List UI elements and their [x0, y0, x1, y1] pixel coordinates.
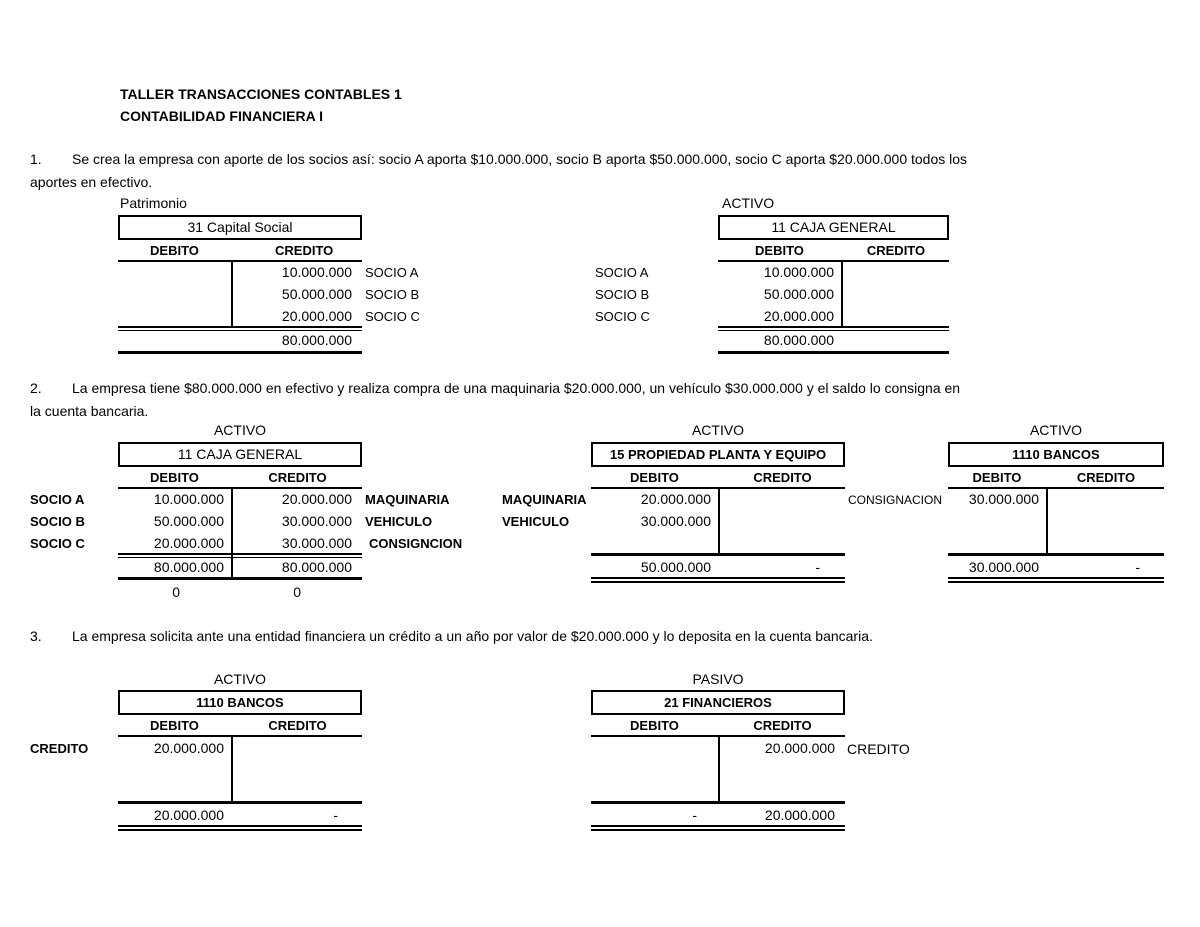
q1-right-debit-total: 80.000.000: [763, 332, 834, 348]
q3-bancos-divider: [231, 737, 233, 801]
q2-ppe-bottom-line: [591, 581, 845, 583]
q1-left-caption: Patrimonio: [120, 195, 187, 211]
q2-ppe-bottom-line: [591, 577, 845, 579]
q2-ppe-title: 15 PROPIEDAD PLANTA Y EQUIPO: [591, 442, 845, 467]
q2-ppe-debit-total: 50.000.000: [640, 559, 711, 575]
q2-text-line2: la cuenta bancaria.: [30, 403, 149, 419]
q3-financieros-credit-value: 20.000.000: [764, 740, 835, 756]
q2-ppe-credit-total: -: [815, 559, 820, 575]
q1-left-credit-value: 10.000.000: [281, 264, 352, 280]
q2-ppe-debit-header: DEBITO: [630, 470, 679, 485]
q1-right-total-line: [718, 330, 949, 331]
q2-caja-caption: ACTIVO: [213, 422, 267, 438]
q2-bancos-debit-label: CONSIGNACION: [848, 493, 943, 507]
q2-ppe-debit-label: VEHICULO: [502, 514, 570, 529]
q2-caja-credit-value: 30.000.000: [281, 535, 352, 551]
q2-bancos-bottom-line: [948, 581, 1164, 583]
q1-left-debit-header: DEBITO: [150, 243, 199, 258]
q3-bancos-caption: ACTIVO: [213, 671, 267, 687]
q2-bancos-bottom-line: [948, 577, 1164, 579]
document-subtitle: CONTABILIDAD FINANCIERA I: [120, 108, 323, 124]
q1-left-credit-total: 80.000.000: [281, 332, 352, 348]
q3-financieros-bottom-line: [591, 829, 845, 831]
q3-financieros-title: 21 FINANCIEROS: [591, 690, 845, 715]
q3-financieros-bottom-line: [591, 825, 845, 827]
q3-bancos-bottom-line: [118, 825, 362, 827]
q1-right-header-line: [718, 260, 949, 262]
q1-left-bottom-line: [118, 351, 362, 354]
q1-left-credit-value: 50.000.000: [281, 286, 352, 302]
q1-right-debit-value: 10.000.000: [763, 264, 834, 280]
q2-caja-credit-header: CREDITO: [268, 470, 327, 485]
q1-right-debit-label: SOCIO A: [595, 265, 649, 280]
q2-caja-header-line: [118, 487, 362, 489]
q1-right-caption: ACTIVO: [722, 195, 775, 211]
q2-caja-debit-label: SOCIO C: [30, 536, 85, 551]
q1-text-line2: aportes en efectivo.: [30, 174, 153, 190]
q3-bancos-debit-total: 20.000.000: [153, 807, 224, 823]
q2-ppe-credit-header: CREDITO: [753, 470, 812, 485]
q3-financieros-debit-total: -: [692, 807, 697, 823]
q2-caja-debit-value: 20.000.000: [153, 535, 224, 551]
q2-ppe-debit-value: 20.000.000: [640, 491, 711, 507]
q1-right-bottom-line: [718, 351, 949, 354]
q1-right-divider: [841, 262, 843, 326]
q2-bancos-debit-value: 30.000.000: [968, 491, 1039, 507]
q2-caja-total-line: [118, 553, 362, 555]
q2-caja-credit-label: VEHICULO: [365, 514, 433, 529]
q2-caja-title: 11 CAJA GENERAL: [118, 442, 362, 467]
q3-bancos-debit-label: CREDITO: [30, 741, 89, 756]
q2-bancos-header-line: [948, 487, 1164, 489]
q2-caja-credit-balance: 0: [293, 584, 301, 600]
q2-bancos-debit-total: 30.000.000: [968, 559, 1039, 575]
q3-bancos-credit-total: -: [333, 807, 338, 823]
q2-caja-total-line: [118, 557, 362, 558]
q2-caja-debit-balance: 0: [172, 584, 180, 600]
q1-number: 1.: [30, 151, 42, 167]
q1-left-credit-header: CREDITO: [275, 243, 334, 258]
q1-left-credit-value: 20.000.000: [281, 308, 352, 324]
q3-financieros-total-line: [591, 801, 845, 804]
q2-bancos-credit-total: -: [1135, 559, 1140, 575]
q3-bancos-title: 1110 BANCOS: [118, 690, 362, 715]
q1-left-credit-label: SOCIO A: [365, 265, 419, 280]
q2-bancos-debit-header: DEBITO: [972, 470, 1022, 485]
q1-right-debit-label: SOCIO C: [595, 309, 650, 324]
q2-bancos-caption: ACTIVO: [1029, 422, 1083, 438]
q3-number: 3.: [30, 628, 42, 644]
q2-ppe-debit-label: MAQUINARIA: [502, 492, 587, 507]
q1-left-credit-label: SOCIO B: [365, 287, 420, 302]
q2-bancos-total-line: [948, 553, 1164, 556]
q2-caja-bottom-line: [118, 577, 362, 580]
q3-bancos-debit-value: 20.000.000: [153, 740, 224, 756]
q2-caja-debit-total: 80.000.000: [153, 559, 224, 575]
q3-text-line1: La empresa solicita ante una entidad financiera un crédito a un año por valor de $20.000.000 y lo deposita en la cuenta bancaria.: [72, 628, 873, 644]
q3-financieros-credit-total: 20.000.000: [764, 807, 835, 823]
q2-caja-credit-value: 20.000.000: [281, 491, 352, 507]
q1-right-debit-value: 20.000.000: [763, 308, 834, 324]
q1-right-total-line: [718, 326, 949, 328]
q2-ppe-caption: ACTIVO: [691, 422, 745, 438]
q1-right-credit-header: CREDITO: [866, 243, 926, 258]
q3-financieros-credit-header: CREDITO: [753, 718, 812, 733]
q2-caja-debit-header: DEBITO: [150, 470, 199, 485]
q2-caja-credit-total: 80.000.000: [281, 559, 352, 575]
q2-ppe-debit-value: 30.000.000: [640, 513, 711, 529]
q2-ppe-divider: [718, 489, 720, 553]
q1-left-header-line: [118, 260, 362, 262]
q2-number: 2.: [30, 380, 42, 396]
document-title: TALLER TRANSACCIONES CONTABLES 1: [120, 86, 402, 102]
q2-caja-debit-label: SOCIO A: [30, 492, 85, 507]
q1-left-total-line: [118, 330, 362, 331]
q3-bancos-credit-header: CREDITO: [268, 718, 327, 733]
q2-caja-credit-value: 30.000.000: [281, 513, 352, 529]
q1-left-title: 31 Capital Social: [118, 215, 362, 240]
q3-financieros-debit-header: DEBITO: [630, 718, 679, 733]
q3-financieros-caption: PASIVO: [692, 671, 744, 687]
q2-caja-debit-value: 50.000.000: [153, 513, 224, 529]
q3-bancos-bottom-line: [118, 829, 362, 831]
q2-ppe-total-line: [591, 553, 845, 556]
q1-left-credit-label: SOCIO C: [365, 309, 420, 324]
q1-right-debit-label: SOCIO B: [595, 287, 650, 302]
q3-bancos-header-line: [118, 735, 362, 737]
q1-text-line1: Se crea la empresa con aporte de los socios así: socio A aporta $10.000.000, socio B aporta $50.000.000, socio C aporta $20.000.000 todos los: [72, 151, 968, 167]
q1-right-debit-value: 50.000.000: [763, 286, 834, 302]
q2-bancos-title: 1110 BANCOS: [948, 442, 1164, 467]
q2-caja-debit-value: 10.000.000: [153, 491, 224, 507]
q2-caja-credit-label: CONSIGNCION: [369, 536, 463, 551]
q3-financieros-credit-label: CREDITO: [847, 741, 910, 757]
q1-right-title: 11 CAJA GENERAL: [718, 215, 949, 240]
q1-left-total-line: [118, 326, 362, 328]
q2-bancos-credit-header: CREDITO: [1076, 470, 1136, 485]
q2-caja-debit-label: SOCIO B: [30, 514, 85, 529]
q3-bancos-total-line: [118, 801, 362, 804]
q2-caja-credit-label: MAQUINARIA: [365, 492, 450, 507]
q2-text-line1: La empresa tiene $80.000.000 en efectivo y realiza compra de una maquinaria $20.000.000, un vehículo $30.000.000 y el saldo lo consigna en: [72, 380, 961, 396]
q1-right-debit-header: DEBITO: [755, 243, 804, 258]
q2-bancos-divider: [1046, 489, 1048, 553]
q3-bancos-debit-header: DEBITO: [150, 718, 199, 733]
